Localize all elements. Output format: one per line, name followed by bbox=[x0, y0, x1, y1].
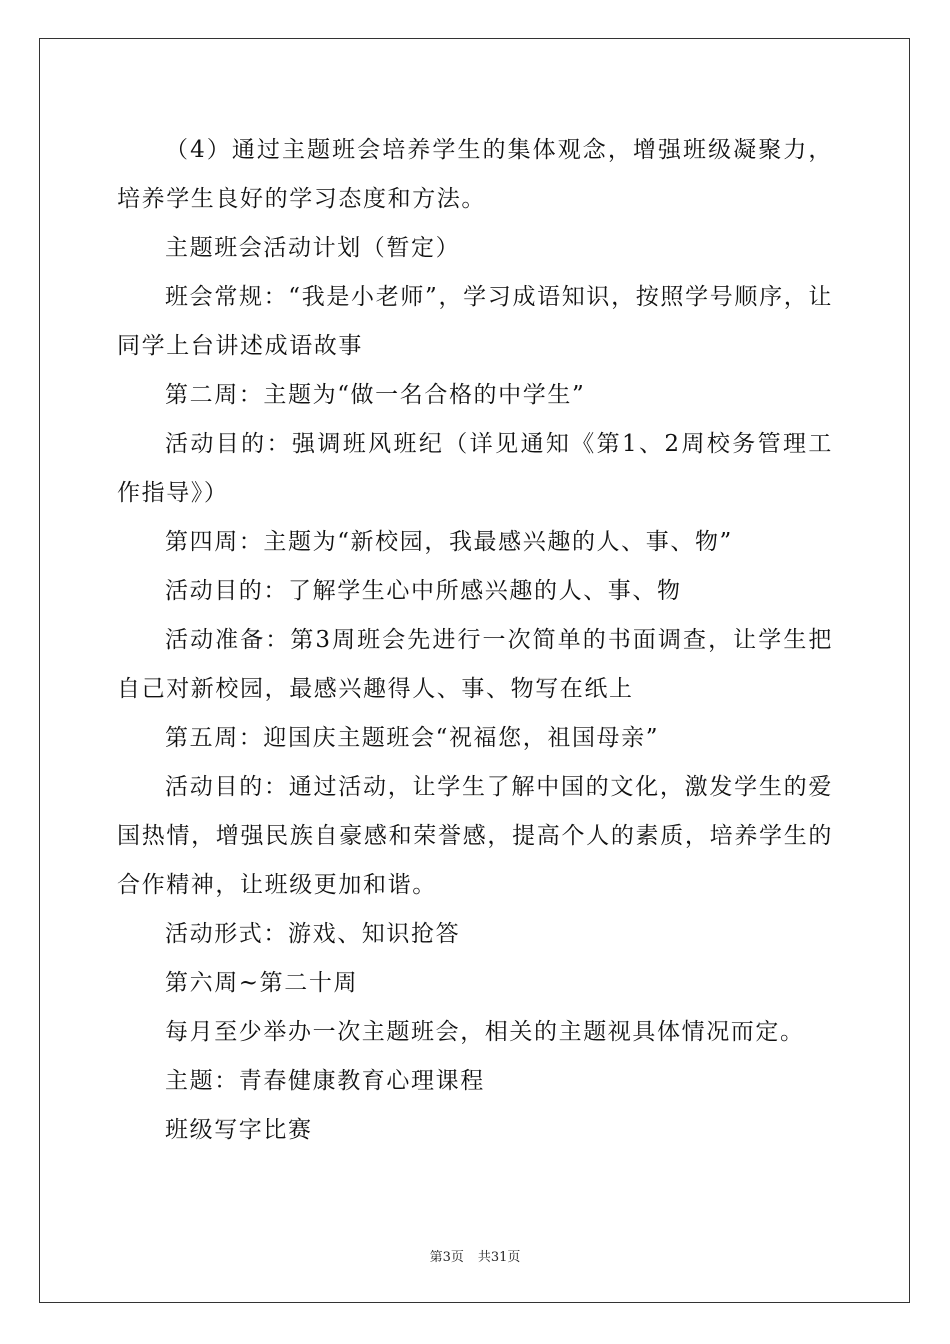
paragraph-6: 第四周：主题为“新校园，我最感兴趣的人、事、物” bbox=[165, 529, 733, 555]
paragraph-5: 活动目的：强调班风班纪（详见通知《第1、2周校务管理工作指导》） bbox=[117, 431, 833, 506]
paragraph-10: 活动目的：通过活动，让学生了解中国的文化，激发学生的爱国热情，增强民族自豪感和荣誉感，提高个人的素质，培养学生的合作精神，让班级更加和谐。 bbox=[117, 774, 833, 898]
paragraph-7: 活动目的：了解学生心中所感兴趣的人、事、物 bbox=[165, 578, 682, 604]
document-body bbox=[117, 126, 833, 1155]
paragraph-14: 主题：青春健康教育心理课程 bbox=[165, 1068, 485, 1094]
paragraph-11: 活动形式：游戏、知识抢答 bbox=[165, 921, 461, 947]
paragraph-12: 第六周~第二十周 bbox=[165, 970, 359, 996]
page-number: 第3页 bbox=[429, 1250, 464, 1265]
paragraph-9: 第五周：迎国庆主题班会“祝福您，祖国母亲” bbox=[165, 725, 660, 751]
paragraph-2: 主题班会活动计划（暂定） bbox=[165, 235, 461, 261]
page-footer bbox=[0, 1246, 950, 1265]
paragraph-3: 班会常规：“我是小老师”，学习成语知识，按照学号顺序，让同学上台讲述成语故事 bbox=[117, 284, 833, 359]
paragraph-13: 每月至少举办一次主题班会，相关的主题视具体情况而定。 bbox=[165, 1019, 805, 1045]
paragraph-15: 班级写字比赛 bbox=[165, 1117, 313, 1143]
paragraph-4: 第二周：主题为“做一名合格的中学生” bbox=[165, 382, 586, 408]
paragraph-8: 活动准备：第3周班会先进行一次简单的书面调查，让学生把自己对新校园，最感兴趣得人、事、物写在纸上 bbox=[117, 627, 833, 702]
paragraph-1: （4）通过主题班会培养学生的集体观念，增强班级凝聚力，培养学生良好的学习态度和方法。 bbox=[117, 137, 833, 212]
total-pages: 共31页 bbox=[477, 1250, 521, 1265]
